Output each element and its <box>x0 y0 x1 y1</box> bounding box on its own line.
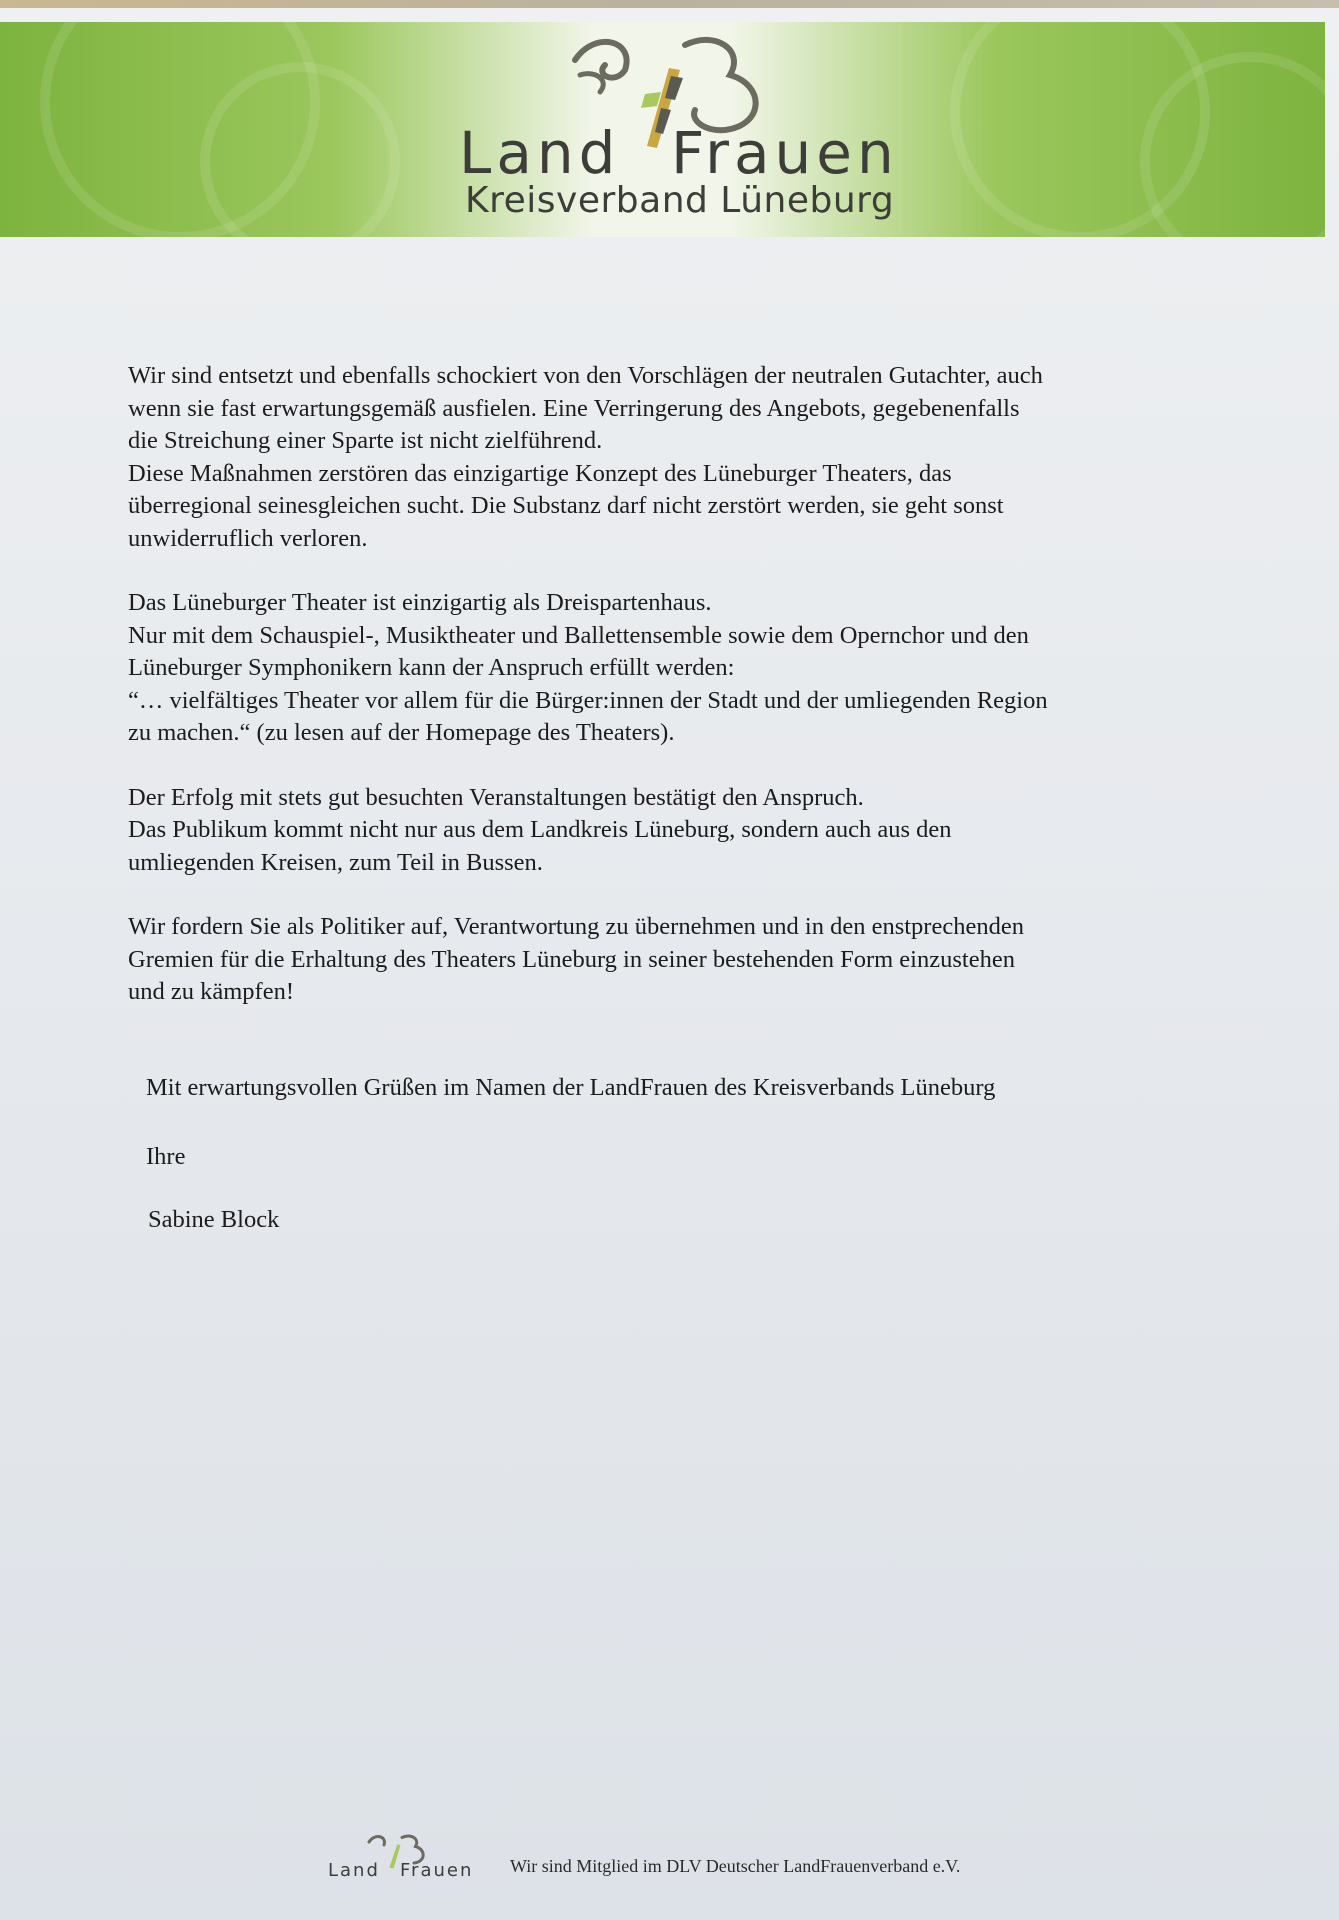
text-line: wenn sie fast erwartungsgemäß ausfielen. Eine Verringerung des Angebots, gegebenenfalls <box>128 394 1020 422</box>
closing-line: Mit erwartungsvollen Grüßen im Namen der LandFrauen des Kreisverbands Lüneburg <box>146 1074 996 1101</box>
text-line: Wir sind entsetzt und ebenfalls schockiert von den Vorschlägen der neutralen Gutachter, auch <box>128 362 1043 389</box>
text-line: Wir fordern Sie als Politiker auf, Verantwortung zu übernehmen und in den enstprechenden <box>128 913 1024 940</box>
footer-logo-land: Land <box>328 1860 380 1881</box>
letter-paragraph <box>128 782 1218 880</box>
letter-paragraph <box>128 911 1218 1009</box>
salutation: Ihre <box>146 1143 186 1170</box>
text-line: überregional seinesgleichen sucht. Die Substanz darf nicht zerstört werden, sie geht sonst <box>128 492 1004 519</box>
landfrauen-logo <box>455 30 899 230</box>
letter-body <box>128 360 1218 1041</box>
text-line: die Streichung einer Sparte ist nicht zielführend. <box>128 427 603 454</box>
logo-word-land: Land <box>459 119 621 187</box>
text-line: “… vielfältiges Theater vor allem für die Bürger:innen der Stadt und der umliegenden Region <box>128 686 1048 714</box>
text-line: Nur mit dem Schauspiel-, Musiktheater und Ballettensemble sowie dem Opernchor und den <box>128 621 1029 649</box>
text-line: Gremien für die Erhaltung des Theaters Lüneburg in seiner bestehenden Form einzustehen <box>128 945 1015 973</box>
text-line: zu machen.“ (zu lesen auf der Homepage des Theaters). <box>128 719 675 746</box>
text-line: Das Lüneburger Theater ist einzigartig als Dreispartenhaus. <box>128 589 712 616</box>
page-top-edge <box>0 0 1339 8</box>
text-line: Diese Maßnahmen zerstören das einzigartige Konzept des Lüneburger Theaters, das <box>128 459 952 487</box>
text-line: Der Erfolg mit stets gut besuchten Veranstaltungen bestätigt den Anspruch. <box>128 783 864 811</box>
text-line: und zu kämpfen! <box>128 978 294 1005</box>
logo-subtitle: Kreisverband Lüneburg <box>465 180 895 221</box>
text-line: Lüneburger Symphonikern kann der Anspruch erfüllt werden: <box>128 654 735 681</box>
letter-paragraph <box>128 587 1218 750</box>
letter-paragraph <box>128 360 1218 555</box>
text-line: unwiderruflich verloren. <box>128 524 368 552</box>
signature-name: Sabine Block <box>148 1206 280 1233</box>
text-line: umliegenden Kreisen, zum Teil in Bussen. <box>128 848 543 876</box>
membership-text: Wir sind Mitglied im DLV Deutscher LandFrauenverband e.V. <box>510 1856 961 1876</box>
footer-logo <box>328 1833 478 1883</box>
text-line: Das Publikum kommt nicht nur aus dem Landkreis Lüneburg, sondern auch aus den <box>128 816 952 843</box>
logo-word-frauen: Frauen <box>671 119 899 187</box>
footer-logo-frauen: Frauen <box>400 1860 474 1881</box>
